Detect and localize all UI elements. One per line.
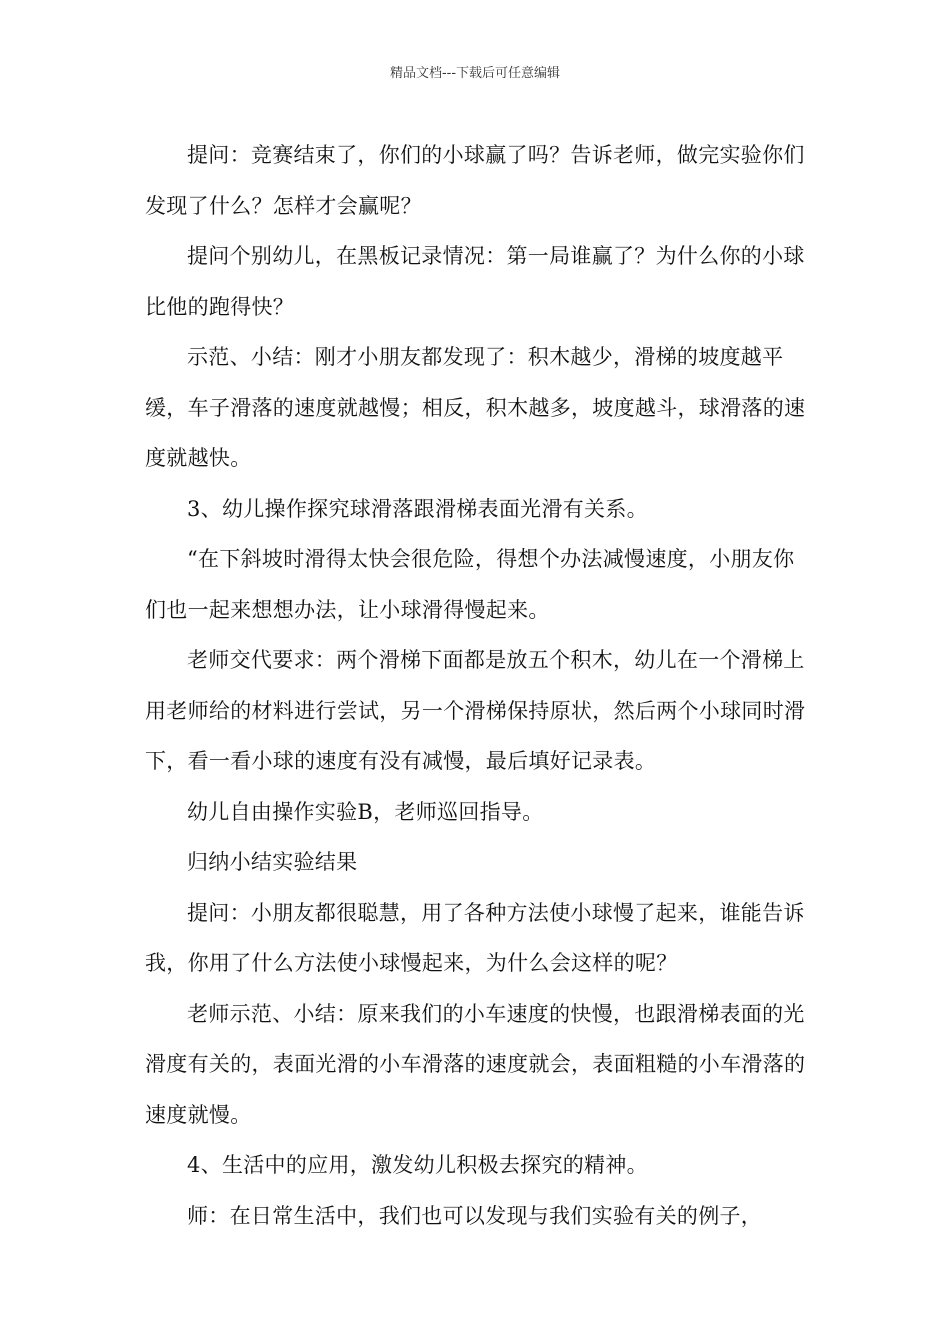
paragraph: 提问：小朋友都很聪慧，用了各种方法使小球慢了起来，谁能告诉我，你用了什么方法使小球慢起来，为什么会这样的呢？	[145, 900, 805, 975]
paragraph: 师：在日常生活中，我们也可以发现与我们实验有关的例子，	[187, 1203, 763, 1228]
paragraph: 老师交代要求：两个滑梯下面都是放五个积木，幼儿在一个滑梯上用老师给的材料进行尝试，另一个滑梯保持原状，然后两个小球同时滑下，看一看小球的速度有没有减慢，最后填好记录表。	[145, 648, 806, 773]
paragraph: 3、幼儿操作探究球滑落跟滑梯表面光滑有关系。	[187, 496, 648, 521]
paragraph: 提问：竞赛结束了，你们的小球赢了吗？告诉老师，做完实验你们发现了什么？怎样才会赢呢？	[145, 143, 805, 218]
paragraph: 示范、小结：刚才小朋友都发现了：积木越少，滑梯的坡度越平缓，车子滑落的速度就越慢；相反，积木越多，坡度越斗，球滑落的速度就越快。	[145, 345, 806, 470]
paragraph: 提问个别幼儿，在黑板记录情况：第一局谁赢了？为什么你的小球比他的跑得快？	[145, 244, 805, 319]
page-header: 精品文档---下载后可任意编辑	[389, 66, 561, 81]
document-body	[145, 130, 810, 1241]
paragraph: “在下斜坡时滑得太快会很危险，得想个办法减慢速度，小朋友你们也一起来想想办法，让小球滑得慢起来。	[145, 547, 795, 622]
paragraph: 老师示范、小结：原来我们的小车速度的快慢，也跟滑梯表面的光滑度有关的，表面光滑的小车滑落的速度就会，表面粗糙的小车滑落的速度就慢。	[145, 1001, 806, 1127]
paragraph: 4、生活中的应用，激发幼儿积极去探究的精神。	[187, 1153, 648, 1177]
paragraph: 幼儿自由操作实验B，老师巡回指导。	[187, 799, 544, 824]
paragraph: 归纳小结实验结果	[187, 850, 358, 874]
